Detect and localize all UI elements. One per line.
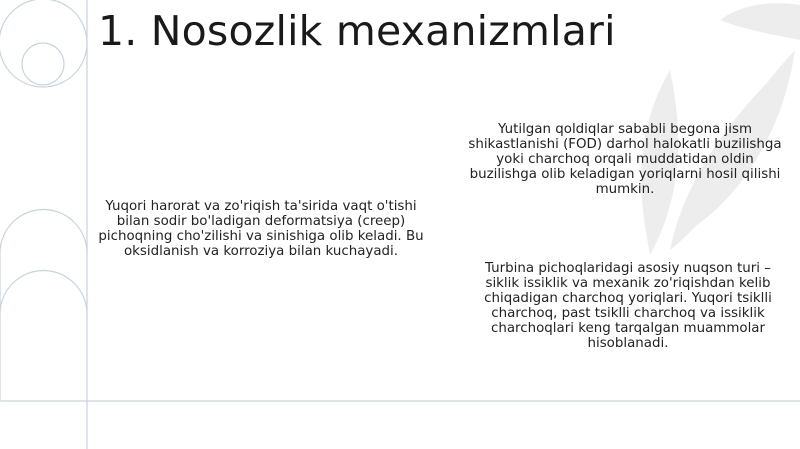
fod-paragraph: Yutilgan qoldiqlar sababli begona jism shikastlanishi (FOD) darhol halokatli buzilishga yoki charchoq orqali muddatidan oldin buzilishga olib keladigan yoriqlarni hosil qilishi mumkin. [468, 122, 782, 197]
slide-title: 1. Nosozlik mexanizmlari [98, 7, 616, 55]
creep-paragraph: Yuqori harorat va zo'riqish ta'sirida vaqt o'tishi bilan sodir bo'ladigan deformatsiya (creep) pichoqning cho'zilishi va sinishiga olib keladi. Bu oksidlanish va korroziya bilan kuchayadi. [98, 199, 424, 259]
fatigue-paragraph: Turbina pichoqlaridagi asosiy nuqson turi – siklik issiklik va mexanik zo'riqishdan kelib chiqadigan charchoq yoriqlari. Yuqori tsiklli charchoq, past tsiklli charchoq va issiklik charchoqlari keng tarqalgan muammolar hisoblanadi. [484, 261, 772, 351]
